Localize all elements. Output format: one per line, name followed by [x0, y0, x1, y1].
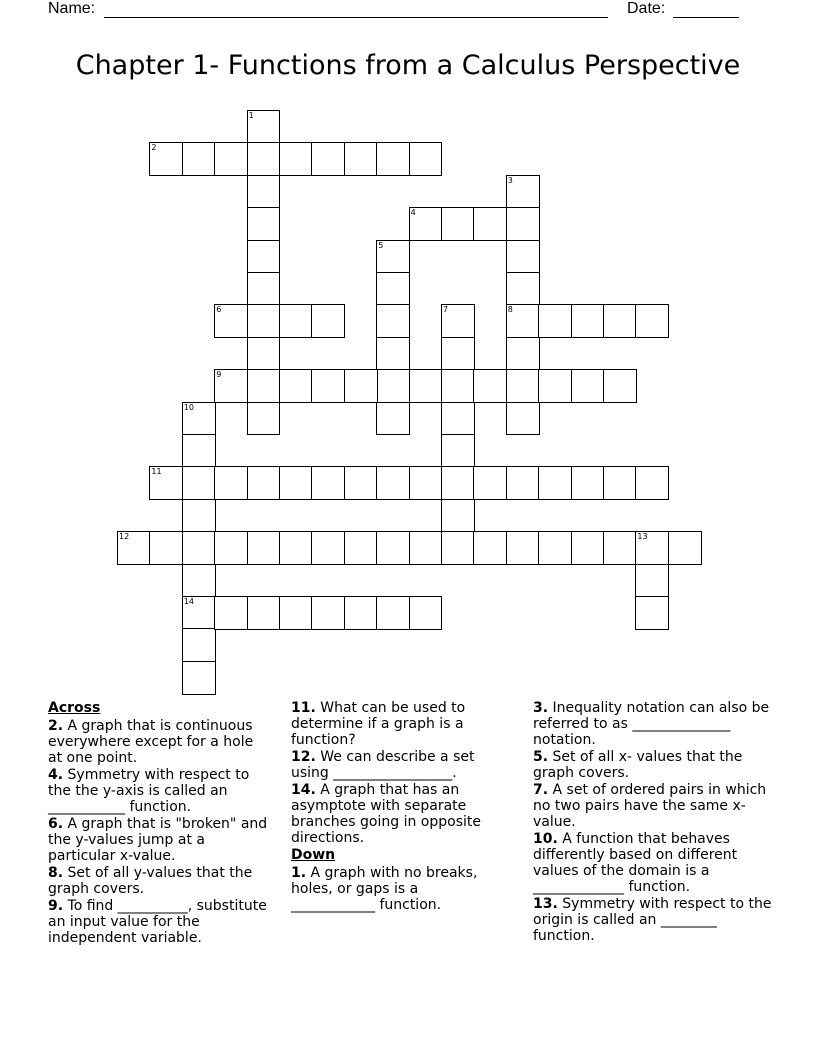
- date-label: Date:: [627, 0, 666, 17]
- crossword-cell[interactable]: [247, 304, 281, 338]
- crossword-cell[interactable]: [376, 240, 410, 274]
- clue-across-14: 14. A graph that has an asymptote with separate branches going in opposite directions.: [291, 782, 481, 846]
- crossword-cell[interactable]: [311, 531, 345, 565]
- crossword-cell[interactable]: [279, 596, 313, 630]
- crossword-cell[interactable]: [247, 207, 281, 241]
- crossword-cell[interactable]: [538, 531, 572, 565]
- crossword-cell[interactable]: [214, 466, 248, 500]
- crossword-cell[interactable]: [635, 531, 669, 565]
- crossword-cell[interactable]: [473, 369, 507, 403]
- crossword-cell[interactable]: [182, 661, 216, 695]
- cell-number: 4: [410, 208, 416, 218]
- crossword-cell[interactable]: [409, 596, 443, 630]
- crossword-cell[interactable]: [311, 369, 345, 403]
- crossword-cell[interactable]: [311, 596, 345, 630]
- crossword-cell[interactable]: [214, 596, 248, 630]
- clue-across-2: 2. A graph that is continuous everywhere except for a hole at one point.: [48, 718, 254, 766]
- name-label: Name:: [48, 0, 96, 17]
- crossword-cell[interactable]: [182, 466, 216, 500]
- page-title: Chapter 1- Functions from a Calculus Perspective: [75, 50, 741, 81]
- crossword-cell[interactable]: [571, 531, 605, 565]
- cell-number: 2: [151, 143, 157, 153]
- crossword-cell[interactable]: [441, 434, 475, 468]
- crossword-cell[interactable]: [247, 142, 281, 176]
- crossword-cell[interactable]: [149, 142, 183, 176]
- crossword-cell[interactable]: [311, 142, 345, 176]
- crossword-cell[interactable]: [603, 304, 637, 338]
- crossword-cell[interactable]: [441, 531, 475, 565]
- crossword-cell[interactable]: [506, 337, 540, 371]
- crossword-cell[interactable]: [214, 304, 248, 338]
- clue-down-3: 3. Inequality notation can also be referred to as ______________ notation.: [533, 700, 770, 748]
- crossword-cell[interactable]: [182, 596, 216, 630]
- clue-down-13: 13. Symmetry with respect to the origin is called an ________ function.: [533, 896, 772, 944]
- crossword-cell[interactable]: [635, 596, 669, 630]
- crossword-cell[interactable]: [506, 531, 540, 565]
- crossword-cell[interactable]: [473, 207, 507, 241]
- clue-down-5: 5. Set of all x- values that the graph covers.: [533, 749, 743, 781]
- clue-across-8: 8. Set of all y-values that the graph covers.: [48, 865, 253, 897]
- crossword-cell[interactable]: [506, 207, 540, 241]
- crossword-cell[interactable]: [247, 596, 281, 630]
- crossword-cell[interactable]: [506, 402, 540, 436]
- crossword-cell[interactable]: [344, 466, 378, 500]
- crossword-cell[interactable]: [635, 466, 669, 500]
- crossword-cell[interactable]: [311, 304, 345, 338]
- crossword-cell[interactable]: [571, 466, 605, 500]
- crossword-cell[interactable]: [376, 272, 410, 306]
- crossword-cell[interactable]: [117, 531, 151, 565]
- crossword-cell[interactable]: [571, 369, 605, 403]
- crossword-cell[interactable]: [603, 466, 637, 500]
- crossword-cell[interactable]: [635, 564, 669, 598]
- crossword-cell[interactable]: [182, 531, 216, 565]
- crossword-cell[interactable]: [376, 304, 410, 338]
- clues-column-1: [48, 700, 268, 947]
- cell-number: 1: [248, 111, 254, 120]
- clue-across-6: 6. A graph that is "broken" and the y-values jump at a particular x-value.: [48, 816, 268, 864]
- across-heading: Across: [48, 700, 101, 716]
- clue-down-1: 1. A graph with no breaks, holes, or gaps is a ____________ function.: [291, 865, 478, 913]
- crossword-cell[interactable]: [603, 531, 637, 565]
- cell-number: 3: [507, 175, 513, 185]
- crossword-cell[interactable]: [247, 369, 281, 403]
- crossword-cell[interactable]: [214, 531, 248, 565]
- crossword-cell[interactable]: [441, 304, 475, 338]
- cell-number: 9: [216, 370, 222, 380]
- crossword-cell[interactable]: [538, 304, 572, 338]
- cell-number: 10: [183, 402, 194, 412]
- crossword-cell[interactable]: [409, 142, 443, 176]
- crossword-cell[interactable]: [441, 499, 475, 533]
- crossword-cell[interactable]: [247, 175, 281, 209]
- crossword-cell[interactable]: [506, 369, 540, 403]
- clue-down-10: 10. A function that behaves differently based on different values of the domain is a _____________ function.: [533, 831, 738, 895]
- crossword-cell[interactable]: [376, 402, 410, 436]
- crossword-cell[interactable]: [538, 466, 572, 500]
- clue-across-12: 12. We can describe a set using _________________.: [291, 749, 475, 781]
- crossword-cell[interactable]: [279, 531, 313, 565]
- crossword-cell[interactable]: [247, 531, 281, 565]
- crossword-cell[interactable]: [441, 466, 475, 500]
- cell-number: 8: [507, 305, 513, 315]
- clues-column-3: [533, 700, 773, 945]
- crossword-cell[interactable]: [182, 142, 216, 176]
- crossword-cell[interactable]: [311, 466, 345, 500]
- crossword-cell[interactable]: [376, 337, 410, 371]
- crossword-cell[interactable]: [376, 531, 410, 565]
- cell-number: 12: [119, 532, 130, 542]
- crossword-cell[interactable]: [409, 466, 443, 500]
- crossword-cell[interactable]: [668, 531, 702, 565]
- crossword-cell[interactable]: [441, 337, 475, 371]
- crossword-cell[interactable]: [409, 207, 443, 241]
- crossword-cell[interactable]: [344, 596, 378, 630]
- crossword-cell[interactable]: [344, 369, 378, 403]
- crossword-cell[interactable]: [473, 466, 507, 500]
- crossword-cell[interactable]: [376, 596, 410, 630]
- crossword-cell[interactable]: [279, 369, 313, 403]
- crossword-cell[interactable]: [409, 531, 443, 565]
- crossword-cell[interactable]: [279, 466, 313, 500]
- crossword-cell[interactable]: [538, 369, 572, 403]
- clue-across-9: 9. To find __________, substitute an input value for the independent variable.: [48, 898, 267, 946]
- cell-number: 13: [637, 532, 648, 542]
- crossword-cell[interactable]: [247, 466, 281, 500]
- cell-number: 5: [378, 240, 384, 250]
- crossword-cell[interactable]: [214, 142, 248, 176]
- crossword-cell[interactable]: [247, 272, 281, 306]
- crossword-cell[interactable]: [247, 110, 281, 144]
- crossword-cell[interactable]: [344, 531, 378, 565]
- crossword-cell[interactable]: [376, 142, 410, 176]
- cell-number: 14: [183, 597, 194, 606]
- clue-across-11: 11. What can be used to determine if a graph is a function?: [291, 700, 466, 748]
- down-heading: Down: [291, 847, 336, 863]
- crossword-cell[interactable]: [182, 628, 216, 662]
- cell-number: 7: [443, 305, 449, 315]
- crossword-cell[interactable]: [279, 142, 313, 176]
- crossword-cell[interactable]: [441, 369, 475, 403]
- crossword-cell[interactable]: [409, 369, 443, 403]
- crossword-cell[interactable]: [182, 564, 216, 598]
- crossword-cell[interactable]: [247, 402, 281, 436]
- clue-across-4: 4. Symmetry with respect to the the y-axis is called an ___________ function.: [48, 767, 250, 815]
- cell-number: 11: [151, 467, 162, 477]
- crossword-cell[interactable]: [376, 369, 410, 403]
- crossword-cell[interactable]: [247, 337, 281, 371]
- crossword-cell[interactable]: [635, 304, 669, 338]
- crossword-cell[interactable]: [506, 272, 540, 306]
- crossword-cell[interactable]: [506, 304, 540, 338]
- crossword-cell[interactable]: [149, 466, 183, 500]
- crossword-cell[interactable]: [247, 240, 281, 274]
- crossword-cell[interactable]: [376, 466, 410, 500]
- crossword-cell[interactable]: [344, 142, 378, 176]
- crossword-cell[interactable]: [506, 466, 540, 500]
- crossword-cell[interactable]: [182, 402, 216, 436]
- clues-column-2: [291, 700, 491, 914]
- cell-number: 6: [216, 305, 222, 315]
- crossword-cell[interactable]: [279, 304, 313, 338]
- crossword-cell[interactable]: [571, 304, 605, 338]
- crossword-cell[interactable]: [182, 434, 216, 468]
- crossword-cell[interactable]: [149, 531, 183, 565]
- crossword-cell[interactable]: [214, 369, 248, 403]
- clue-down-7: 7. A set of ordered pairs in which no two pairs have the same x- value.: [533, 782, 767, 830]
- crossword-cell[interactable]: [473, 531, 507, 565]
- crossword-cell[interactable]: [506, 240, 540, 274]
- crossword-cell[interactable]: [182, 499, 216, 533]
- crossword-cell[interactable]: [441, 402, 475, 436]
- crossword-cell[interactable]: [603, 369, 637, 403]
- crossword-cell[interactable]: [506, 175, 540, 209]
- crossword-cell[interactable]: [441, 207, 475, 241]
